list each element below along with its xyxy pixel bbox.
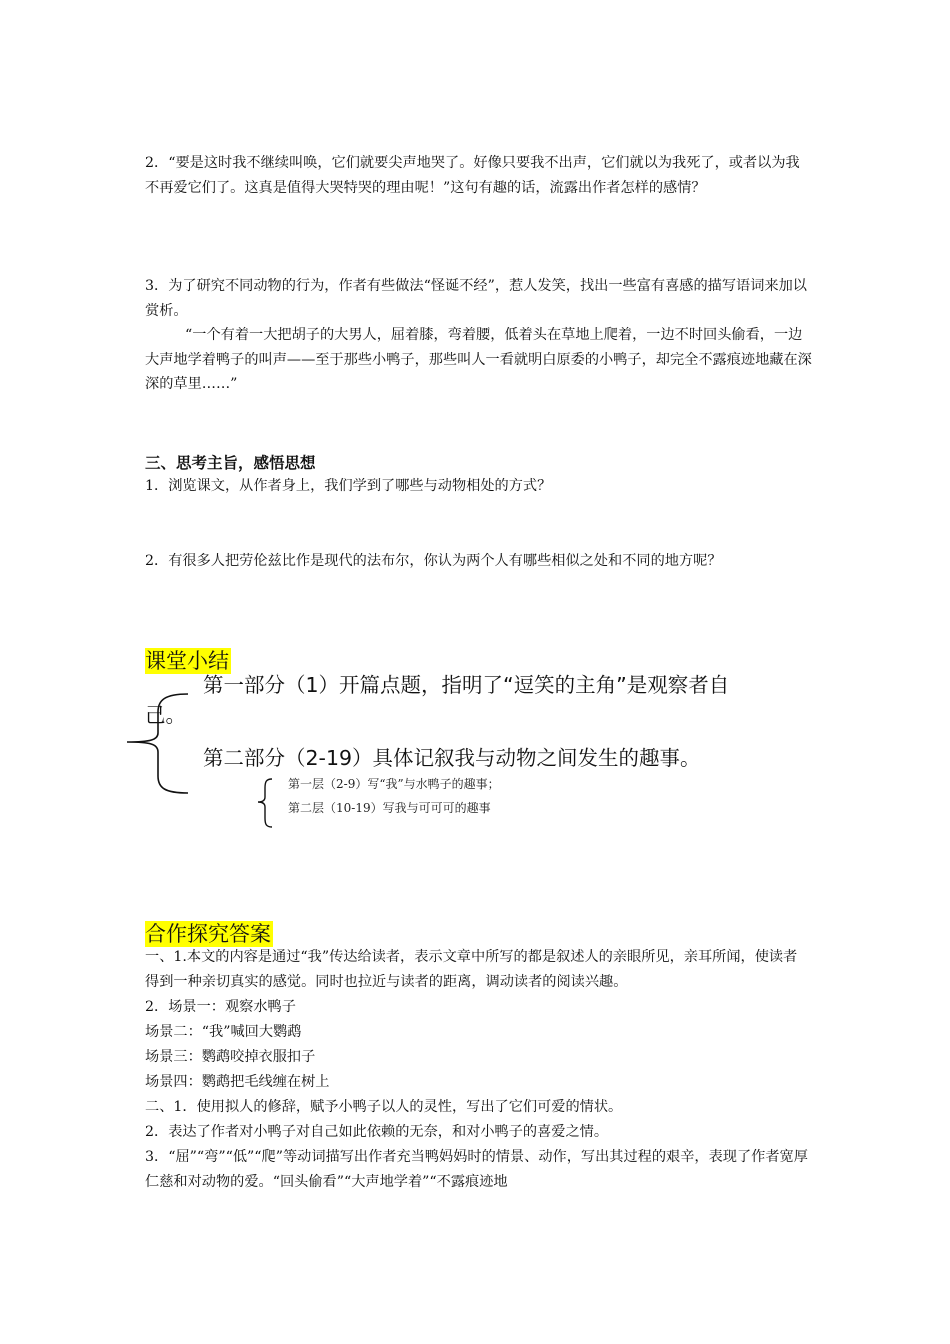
answer-line: 2．表达了作者对小鸭子对自己如此依赖的无奈，和对小鸭子的喜爱之情。	[145, 1124, 609, 1140]
answer-line: 场景二：“我”喊回大鹦鹉	[145, 1024, 302, 1040]
summary-layer-1: 第一层（2-9）写“我”与水鸭子的趣事；	[288, 777, 500, 791]
summary-layer-2: 第二层（10-19）写我与可可可的趣事	[288, 801, 491, 815]
answer-line: 二、1．使用拟人的修辞，赋予小鸭子以人的灵性，写出了它们可爱的情状。	[145, 1099, 623, 1115]
answer-line: 2．场景一：观察水鸭子	[145, 999, 296, 1015]
summary-title: 课堂小结	[145, 649, 229, 673]
question-3-quote: “一个有着一大把胡子的大男人，屈着膝，弯着腰，低着头在草地上爬着，一边不时回头偷看，一边大声地学着鸭子的叫声——至于那些小鸭子，那些叫人一看就明白原委的小鸭子，却完全不露痕迹地藏在深深的草里……”	[145, 327, 812, 392]
summary-part-1-line-2: 己。	[145, 703, 186, 727]
answer-line: 场景三：鹦鹉咬掉衣服扣子	[145, 1049, 316, 1065]
answer-line: 场景四：鹦鹉把毛线缠在树上	[145, 1074, 330, 1090]
answers-title: 合作探究答案	[145, 922, 271, 946]
answers-list	[145, 945, 810, 1195]
summary-part-1-line-1: 第一部分（1）开篇点题，指明了“逗笑的主角”是观察者自	[203, 673, 730, 697]
section-3-heading: 三、思考主旨，感悟思想	[145, 454, 316, 472]
question-2: 2．“要是这时我不继续叫唤，它们就要尖声地哭了。好像只要我不出声，它们就以为我死了，或者以为我不再爱它们了。这真是值得大哭特哭的理由呢！”这句有趣的话，流露出作者怎样的感情？	[145, 155, 800, 196]
question-3: 3．为了研究不同动物的行为，作者有些做法“怪诞不经”，惹人发笑，找出一些富有喜感的描写语词来加以赏析。	[145, 278, 807, 319]
section-3-question-2: 2．有很多人把劳伦兹比作是现代的法布尔，你认为两个人有哪些相似之处和不同的地方呢？	[145, 553, 722, 569]
section-3-question-1: 1．浏览课文，从作者身上，我们学到了哪些与动物相处的方式？	[145, 478, 552, 494]
summary-part-2: 第二部分（2-19）具体记叙我与动物之间发生的趣事。	[203, 746, 701, 770]
answer-line: 一、1.本文的内容是通过“我”传达给读者，表示文章中所写的都是叙述人的亲眼所见，亲耳所闻，使读者得到一种亲切真实的感觉。同时也拉近与读者的距离，调动读者的阅读兴趣。	[145, 949, 798, 990]
answer-line: 3．“屈”“弯”“低”“爬”等动词描写出作者充当鸭妈妈时的情景、动作，写出其过程的艰辛，表现了作者宽厚仁慈和对动物的爱。“回头偷看”“大声地学着”“不露痕迹地	[145, 1149, 808, 1190]
